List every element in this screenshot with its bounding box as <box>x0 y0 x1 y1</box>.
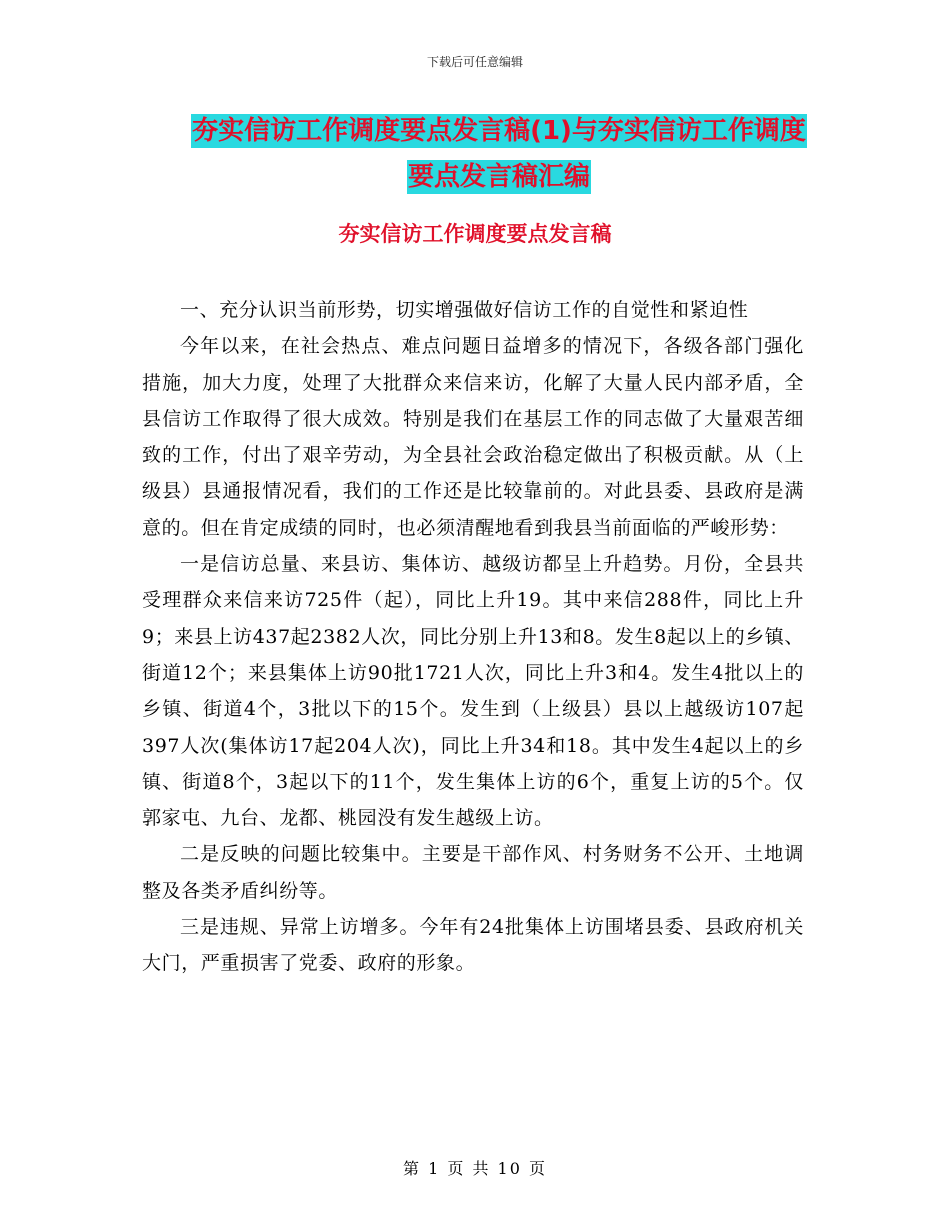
title-line-2: 要点发言稿汇编 <box>407 162 590 192</box>
paragraph: 今年以来，在社会热点、难点问题日益增多的情况下，各级各部门强化措施，加大力度，处理了大批群众来信来访，化解了大量人民内部矛盾，全县信访工作取得了很大成效。特别是我们在基层工作的同志做了大量艰苦细致的工作，付出了艰辛劳动，为全县社会政治稳定做出了积极贡献。从（上级县）县通报情况看，我们的工作还是比较靠前的。对此县委、县政府是满意的。但在肯定成绩的同时，也必须清醒地看到我县当前面临的严峻形势： <box>142 335 804 539</box>
header-note: 下载后可任意编辑 <box>426 55 523 69</box>
title-line-1: 夯实信访工作调度要点发言稿(1)与夯实信访工作调度 <box>192 116 806 146</box>
paragraph: 三是违规、异常上访增多。今年有24批集体上访围堵县委、县政府机关大门，严重损害了党委、政府的形象。 <box>142 916 804 975</box>
paragraph: 二是反映的问题比较集中。主要是干部作风、村务财务不公开、土地调整及各类矛盾纠纷等。 <box>142 843 804 902</box>
paragraph: 一是信访总量、来县访、集体访、越级访都呈上升趋势。月份，全县共受理群众来信来访725件（起），同比上升19。其中来信288件，同比上升9；来县上访437起2382人次，同比分别上升13和8。发生8起以上的乡镇、街道12个；来县集体上访90批1721人次，同比上升3和4。发生4批以上的乡镇、街道4个，3批以下的15个。发生到（上级县）县以上越级访107起397人次(集体访17起204人次)，同比上升34和18。其中发生4起以上的乡镇、街道8个，3起以下的11个，发生集体上访的6个，重复上访的5个。仅郭家屯、九台、龙都、桃园没有发生越级上访。 <box>142 553 804 830</box>
paragraph: 一、充分认识当前形势，切实增强做好信访工作的自觉性和紧迫性 <box>180 299 749 321</box>
document-title <box>140 108 858 200</box>
page-number: 第 1 页 共 10 页 <box>403 1159 547 1178</box>
section-title: 夯实信访工作调度要点发言稿 <box>338 222 612 246</box>
document-body <box>142 292 804 982</box>
